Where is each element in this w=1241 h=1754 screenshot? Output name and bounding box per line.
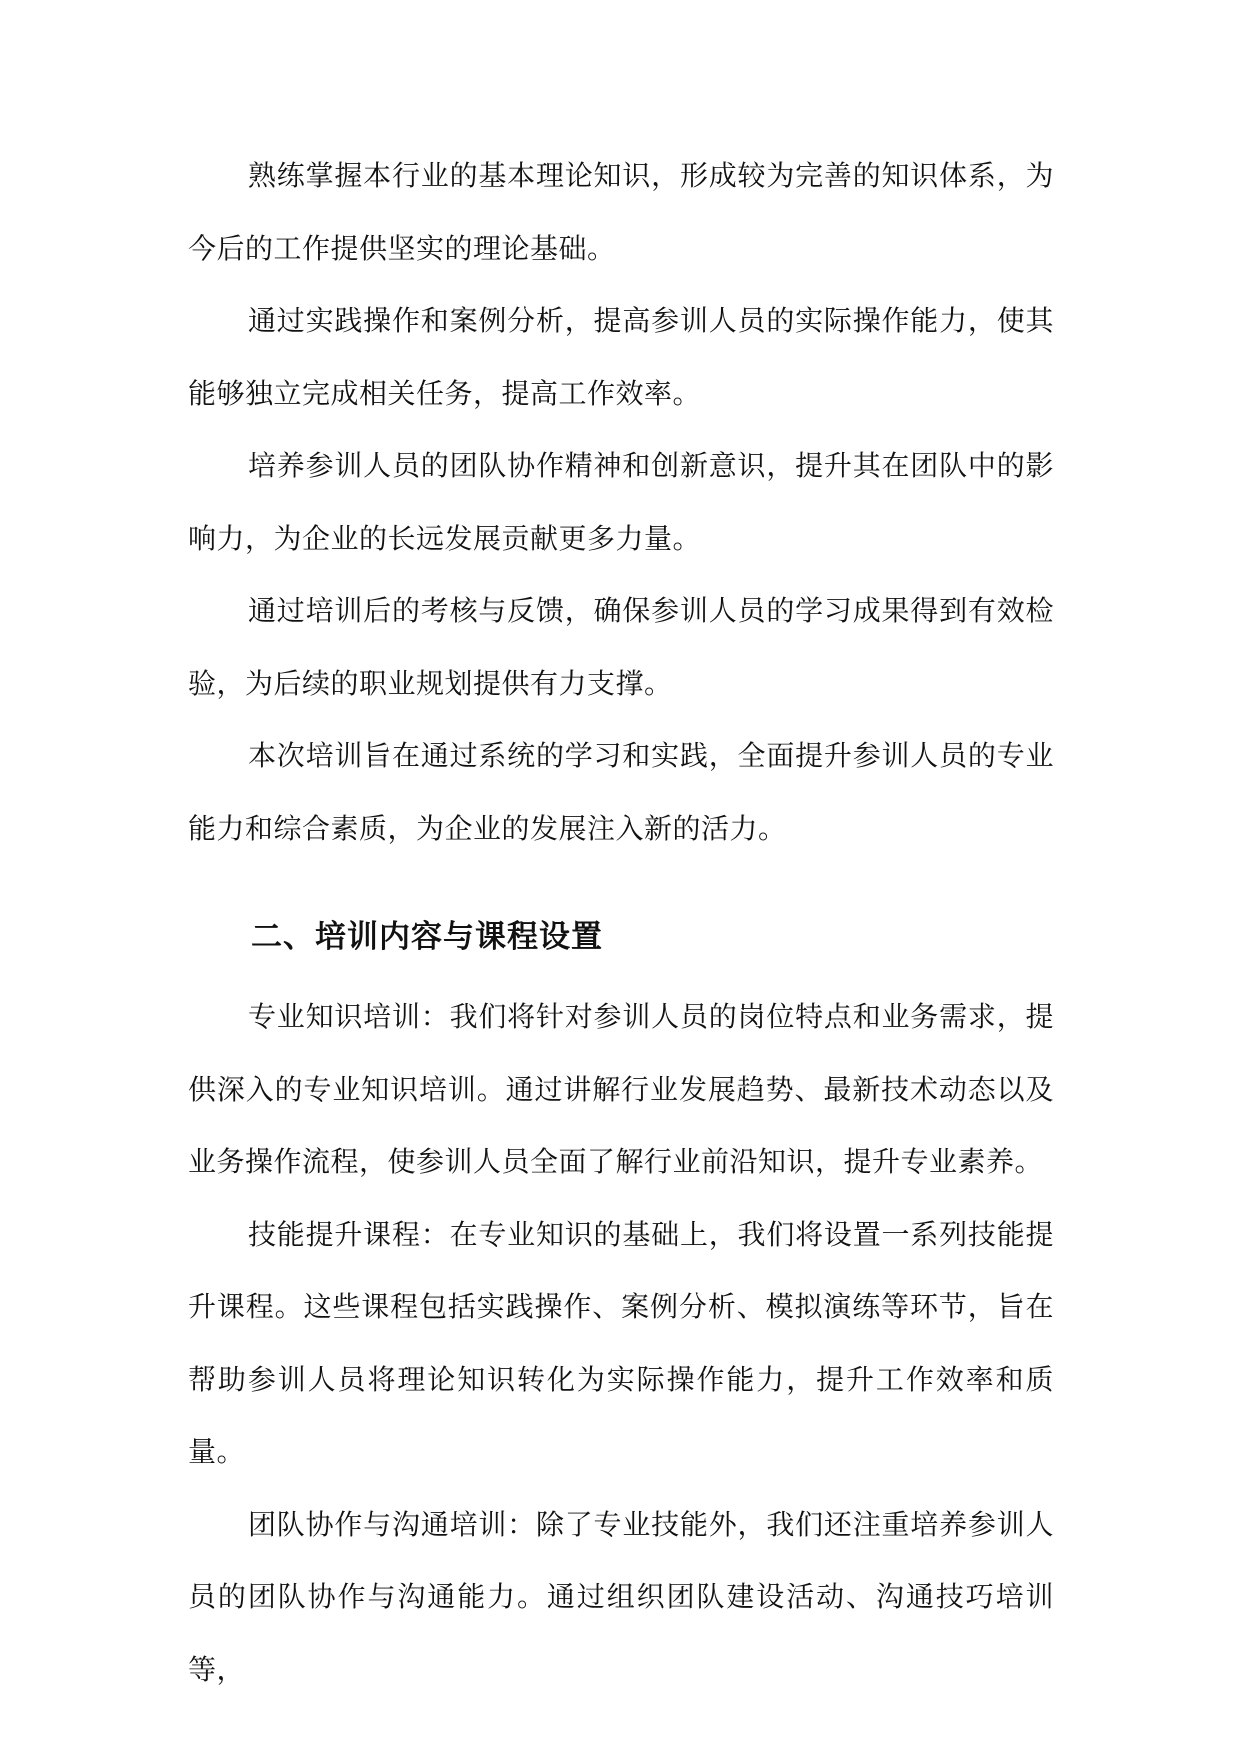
section-heading: 二、培训内容与课程设置 (251, 919, 603, 955)
section-one (188, 140, 1054, 865)
document-body (188, 140, 1054, 1706)
paragraph: 团队协作与沟通培训：除了专业技能外，我们还注重培养参训人员的团队协作与沟通能力。通过组织团队建设活动、沟通技巧培训等， (188, 1507, 1054, 1686)
paragraph: 通过培训后的考核与反馈，确保参训人员的学习成果得到有效检验，为后续的职业规划提供有力支撑。 (188, 594, 1054, 700)
paragraph: 培养参训人员的团队协作精神和创新意识，提升其在团队中的影响力，为企业的长远发展贡献更多力量。 (188, 449, 1054, 555)
paragraph: 通过实践操作和案例分析，提高参训人员的实际操作能力，使其能够独立完成相关任务，提高工作效率。 (188, 304, 1054, 410)
section-two (188, 981, 1054, 1706)
paragraph: 技能提升课程：在专业知识的基础上，我们将设置一系列技能提升课程。这些课程包括实践操作、案例分析、模拟演练等环节，旨在帮助参训人员将理论知识转化为实际操作能力，提升工作效率和质量。 (188, 1217, 1054, 1468)
paragraph: 熟练掌握本行业的基本理论知识，形成较为完善的知识体系，为今后的工作提供坚实的理论基础。 (188, 159, 1054, 265)
paragraph: 专业知识培训：我们将针对参训人员的岗位特点和业务需求，提供深入的专业知识培训。通过讲解行业发展趋势、最新技术动态以及业务操作流程，使参训人员全面了解行业前沿知识，提升专业素养。 (188, 1000, 1054, 1178)
paragraph: 本次培训旨在通过系统的学习和实践，全面提升参训人员的专业能力和综合素质，为企业的发展注入新的活力。 (188, 739, 1054, 845)
